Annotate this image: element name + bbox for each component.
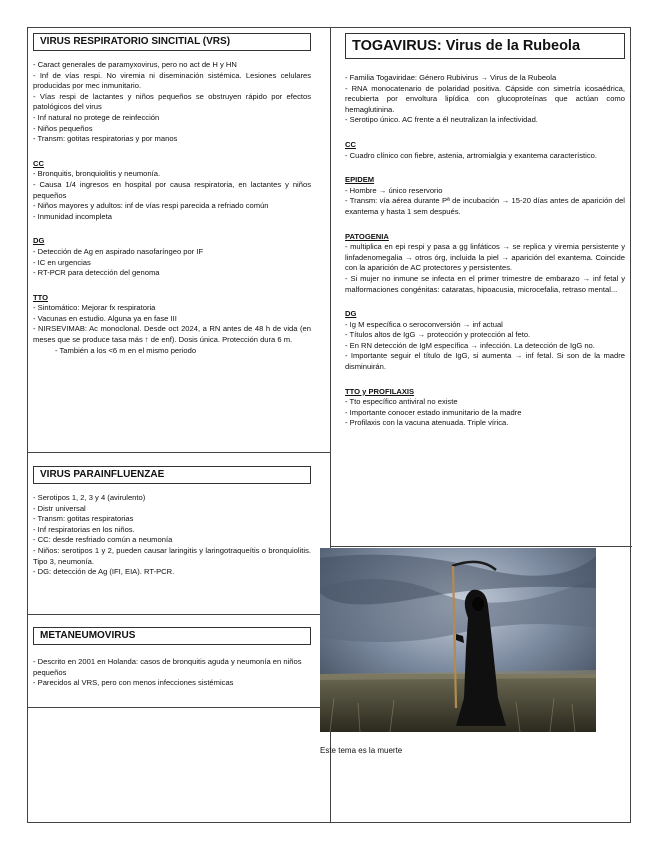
togavirus-tto-heading: TTO y PROFILAXIS (345, 386, 415, 396)
list-item: - NIRSEVIMAB: Ac monoclonal. Desde oct 2024, a RN antes de 48 h de vida (en meses que se produce tasa más ↑ de enf). Dosis única. Protección dura 6 m. (33, 324, 311, 345)
vrs-cc-heading: CC (33, 158, 44, 168)
list-item: - En RN detección de IgM específica → infección. La detección de IgG no. (345, 340, 595, 350)
vrs-dg-list (33, 247, 311, 279)
list-item: - Serotipos 1, 2, 3 y 4 (avirulento) (33, 493, 146, 502)
list-item: - Niños: serotipos 1 y 2, pueden causar laringitis y laringotraqueítis o bronquiolitis. Tipo 3, neumonía. (33, 545, 311, 566)
metaneumovirus-section (33, 627, 311, 689)
list-item: - Inf respiratorias en los niños. (33, 524, 135, 534)
list-item: - Niños mayores y adultos: inf de vías respi parecida a refriado común (33, 201, 269, 211)
list-item: - Importante seguir el título de IgG, si aumenta → inf fetal. Si son de la madre disminuirán. (345, 351, 625, 372)
list-item: - Transm: vía aérea durante Pª de incubación → 15-20 días antes de aparición del exantema y hasta 1 sem después. (345, 196, 625, 216)
list-item: - Detección de Ag en aspirado nasofaríngeo por IF (33, 246, 204, 256)
parainfluenza-title: VIRUS PARAINFLUENZAE (33, 466, 311, 484)
list-item: - Sintomático: Mejorar fx respiratoria (33, 303, 156, 313)
list-item: - Transm: gotitas respiratorias (33, 514, 134, 524)
list-item: - Distr universal (33, 503, 86, 513)
list-item: - Vías respi de lactantes y niños pequeños se obstruyen rápido por efectos patológicos del virus (33, 91, 311, 112)
list-item: - IC en urgencias (33, 257, 91, 267)
list-item: - Inmunidad incompleta (33, 211, 112, 221)
section-divider (28, 452, 330, 453)
section-divider (28, 614, 330, 615)
list-item: - Niños pequeños (33, 123, 93, 133)
list-item: - Tto específico antiviral no existe (345, 397, 458, 407)
togavirus-title: TOGAVIRUS: Virus de la Rubeola (345, 33, 625, 59)
togavirus-dg-heading: DG (345, 309, 357, 319)
togavirus-epidem-list (345, 186, 625, 218)
section-divider (330, 546, 632, 547)
list-item: - Títulos altos de IgG → protección y protección al feto. (345, 330, 531, 340)
togavirus-cc-list (345, 151, 625, 162)
togavirus-dg-list (345, 320, 625, 373)
list-item: - Serotipo único. AC frente a él neutralizan la infectividad. (345, 115, 538, 125)
vrs-tto-heading: TTO (33, 292, 49, 302)
vrs-tto-list (33, 303, 311, 356)
list-item: - Inf natural no protege de reinfección (33, 112, 160, 122)
list-item: - RT-PCR para detección del genoma (33, 268, 160, 278)
list-item: - Inf de vías respi. No viremia ni diseminación sistémica. Lesiones celulares producidas por mec inmunitario. (33, 70, 311, 91)
vrs-dg-heading: DG (33, 236, 45, 246)
list-item: - Caract generales de paramyxovirus, pero no act de H y HN (33, 60, 237, 69)
list-item: - Importante conocer estado inmunitario de la madre (345, 407, 522, 417)
togavirus-intro (345, 73, 625, 126)
parainfluenza-section (33, 466, 311, 578)
list-item: - Cuadro clínico con fiebre, astenia, artromialgia y exantema característico. (345, 150, 597, 160)
list-item: - Bronquitis, bronquiolitis y neumonía. (33, 169, 161, 179)
grim-reaper-photo (320, 548, 596, 732)
parainfluenza-list (33, 493, 311, 578)
list-item: - Parecidos al VRS, pero con menos infecciones sistémicas (33, 678, 234, 688)
list-item: - Ig M específica o seroconversión → inf actual (345, 319, 503, 329)
list-item: - También a los <6 m en el mismo periodo (55, 345, 197, 355)
togavirus-epidem-heading: EPIDEM (345, 175, 375, 185)
photo-caption: Este tema es la muerte (320, 746, 403, 755)
list-item: - Descrito en 2001 en Holanda: casos de bronquitis aguda y neumonía en niños pequeños (33, 657, 302, 677)
list-item: - Familia Togaviridae: Género Rubivirus → Virus de la Rubeola (345, 73, 557, 82)
vrs-cc-list (33, 169, 311, 222)
vrs-section (33, 33, 311, 356)
togavirus-patogenia-heading: PATOGENIA (345, 231, 389, 241)
togavirus-section (345, 33, 625, 429)
metaneumovirus-list (33, 657, 311, 689)
list-item: - Si mujer no inmune se infecta en el primer trimestre de embarazo → inf fetal y malformaciones congénitas: cataratas, hipoacusia, microcefalia, retraso mental... (345, 273, 625, 294)
list-item: - Hombre → único reservorio (345, 185, 443, 195)
vrs-title: VIRUS RESPIRATORIO SINCITIAL (VRS) (33, 33, 311, 51)
section-divider (28, 707, 330, 708)
list-item: - multiplica en epi respi y pasa a gg linfáticos → se replica y viremia persistente y linfadenomegalia → otros órg, incluida la piel → aparición del exantema. Coincide con la aparición de AC protectores y persistentes. (345, 242, 625, 273)
list-item: - DG: detección de Ag (IFI, EIA). RT-PCR. (33, 567, 175, 577)
togavirus-tto-list (345, 397, 625, 429)
list-item: - Transm: gotitas respiratorias y por manos (33, 134, 178, 144)
metaneumovirus-title: METANEUMOVIRUS (33, 627, 311, 645)
togavirus-cc-heading: CC (345, 139, 356, 149)
togavirus-patogenia-list (345, 242, 625, 295)
vrs-intro (33, 60, 311, 145)
list-item: - RNA monocatenario de polaridad positiva. Cápside con simetría icosaédrica, recubierta por envoltura lipídica con glucoproteínas que actúan como hemaglutinina. (345, 83, 625, 114)
list-item: - Vacunas en estudio. Alguna ya en fase III (33, 313, 177, 323)
list-item: - Causa 1/4 ingresos en hospital por causa respiratoria, en lactantes y niños pequeños (33, 179, 311, 200)
list-item: - CC: desde resfriado común a neumonía (33, 535, 173, 545)
list-item: - Profilaxis con la vacuna atenuada. Triple vírica. (345, 418, 509, 428)
